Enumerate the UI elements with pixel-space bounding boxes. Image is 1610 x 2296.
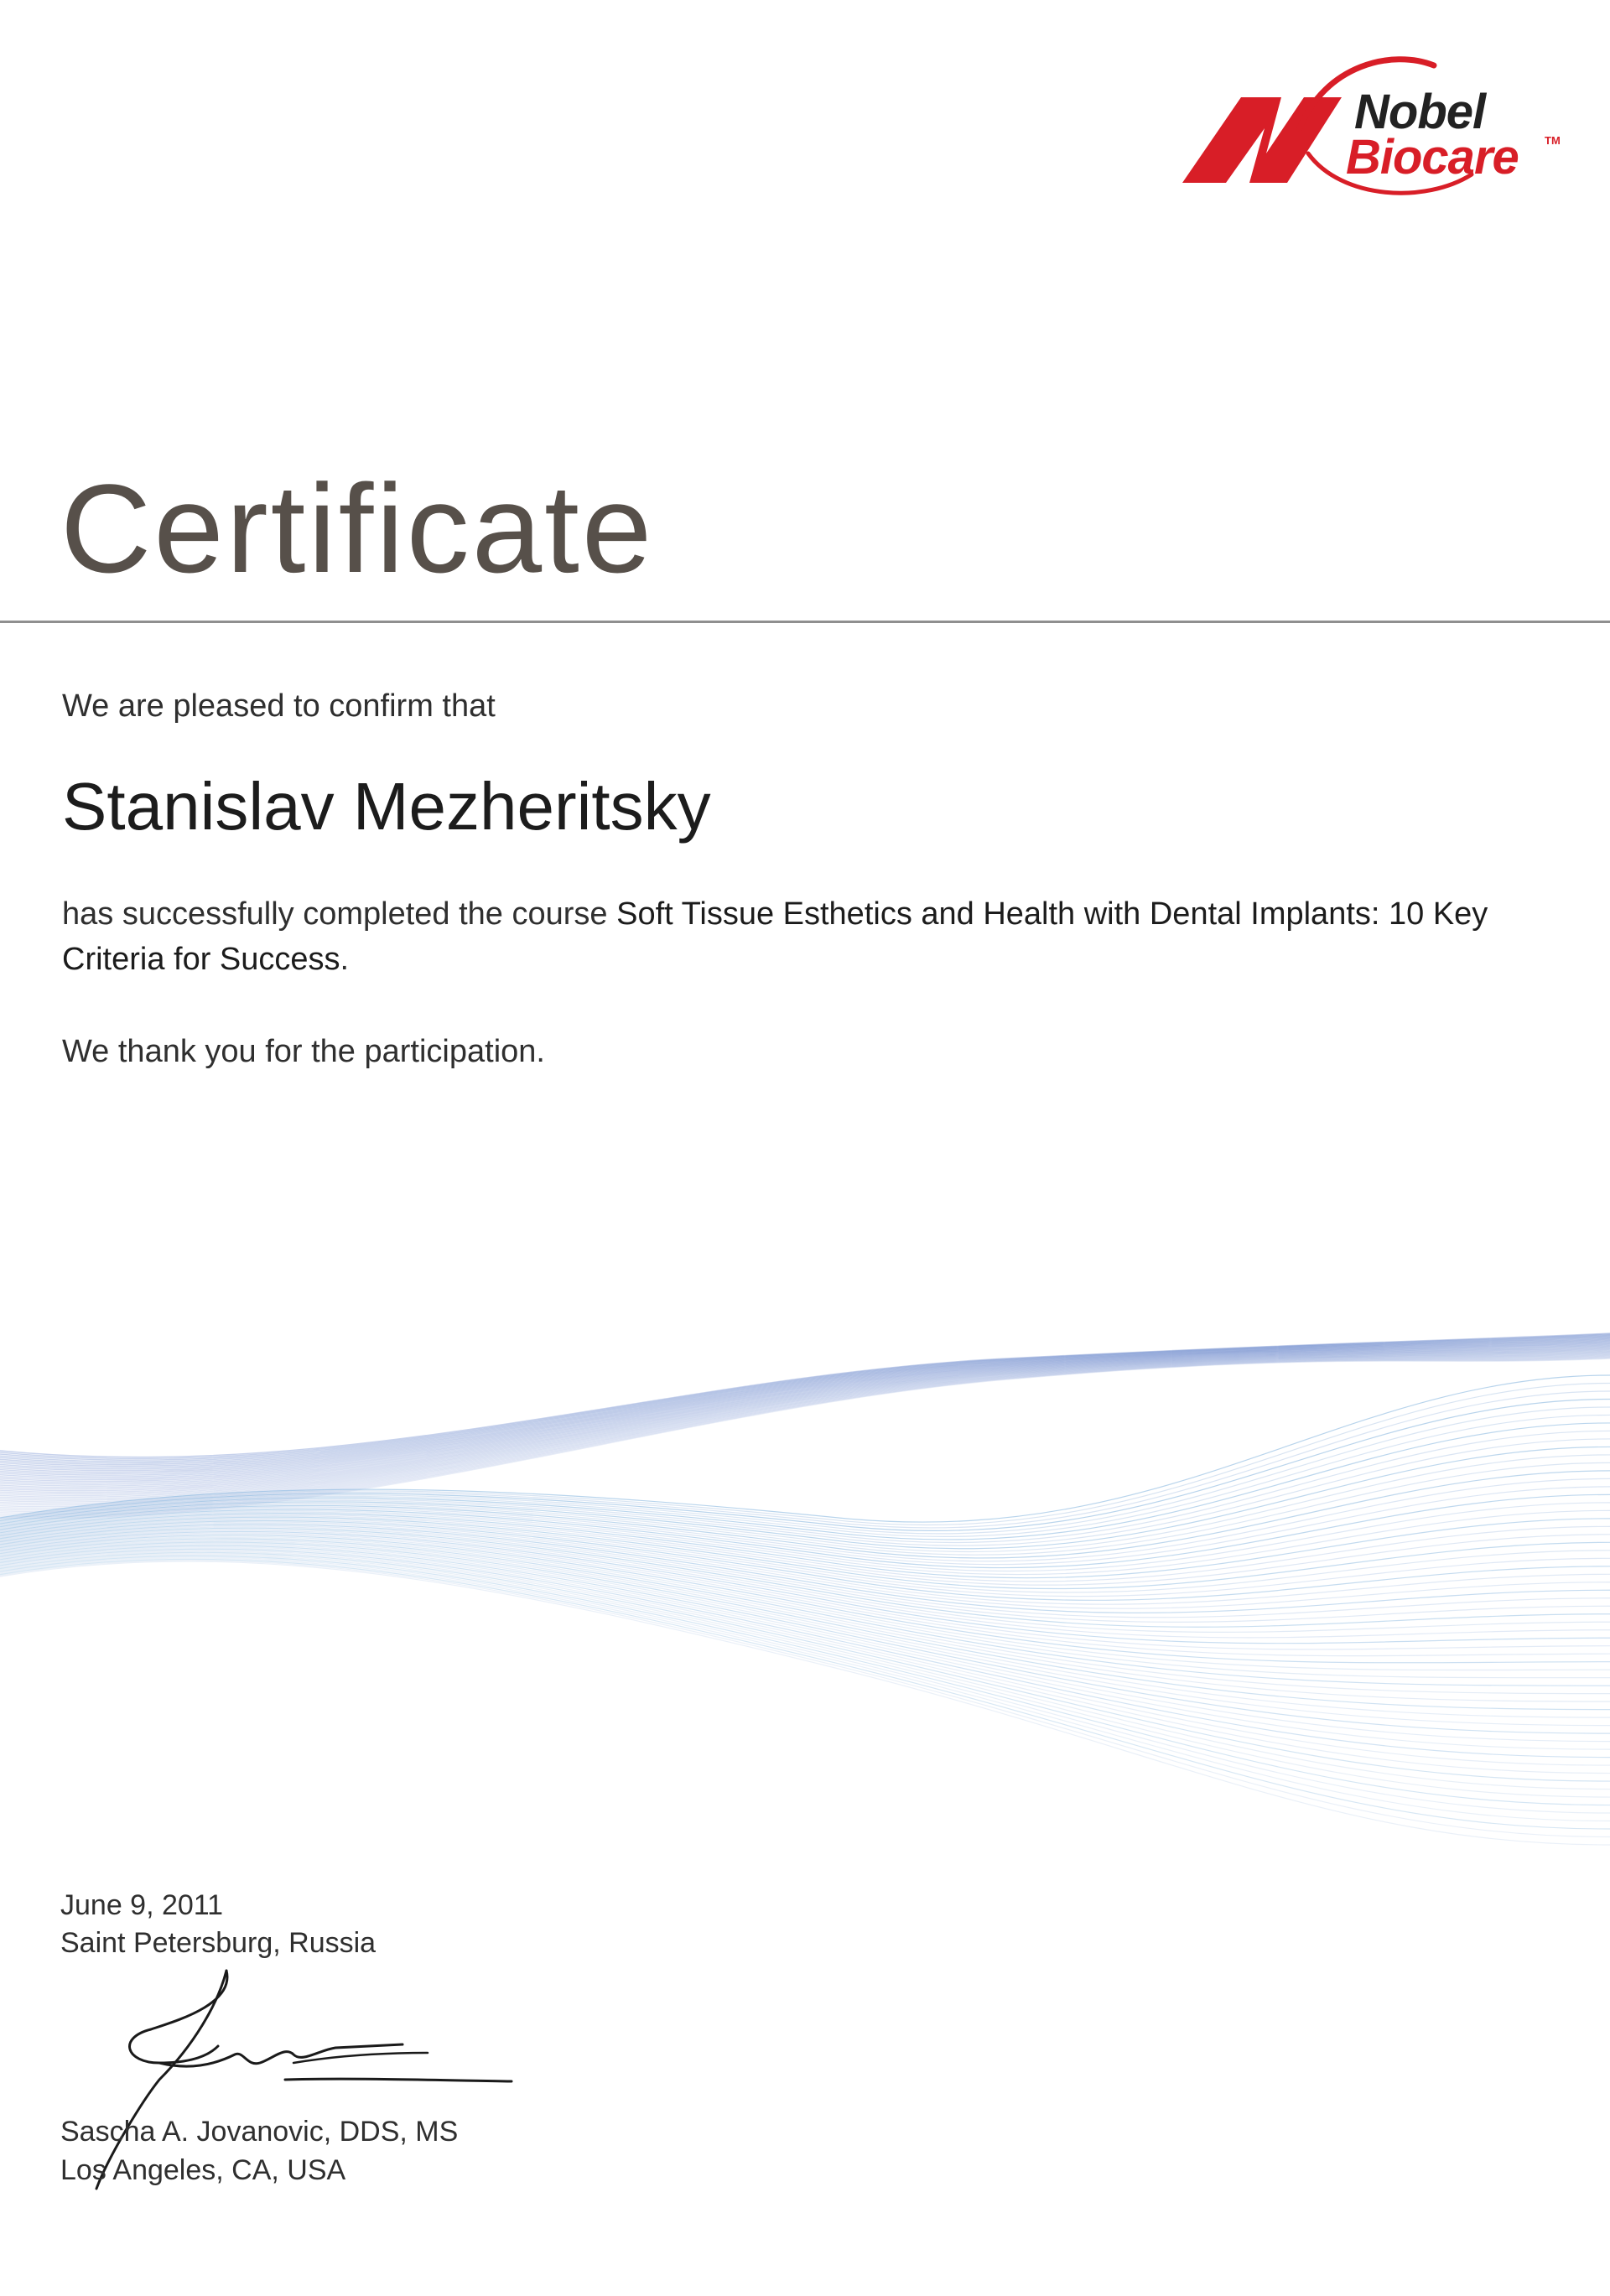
logo-text-nobel: Nobel bbox=[1354, 85, 1486, 139]
recipient-name: Stanislav Mezheritsky bbox=[62, 769, 711, 844]
course-title: Soft Tissue Esthetics and Health with Dental Implants: 10 Key Criteria for Success bbox=[62, 896, 1488, 977]
issue-date: June 9, 2011 bbox=[60, 1889, 224, 1921]
thanks-text: We thank you for the participation. bbox=[62, 1034, 545, 1069]
intro-text: We are pleased to confirm that bbox=[62, 688, 496, 724]
decorative-wave bbox=[0, 1308, 1610, 1895]
completion-statement bbox=[62, 891, 1571, 982]
wave-line-lower bbox=[0, 1557, 1610, 1813]
signer-location: Los Angeles, CA, USA bbox=[60, 2154, 346, 2186]
logo-trademark: TM bbox=[1545, 134, 1561, 147]
nobel-biocare-logo bbox=[1182, 49, 1560, 216]
logo-text-biocare: Biocare bbox=[1346, 130, 1519, 184]
wave-line-lower bbox=[0, 1559, 1610, 1829]
certificate-title: Certificate bbox=[60, 458, 655, 599]
wave-line-lower bbox=[0, 1528, 1610, 1627]
completion-suffix: . bbox=[340, 942, 350, 977]
completion-prefix: has successfully completed the course bbox=[62, 896, 617, 932]
wave-line-upper bbox=[0, 1354, 1610, 1507]
signer-name: Sascha A. Jovanovic, DDS, MS bbox=[60, 2116, 459, 2148]
title-divider bbox=[0, 621, 1610, 623]
issue-place: Saint Petersburg, Russia bbox=[60, 1927, 377, 1959]
wave-line-upper bbox=[0, 1347, 1610, 1489]
wave-line-lower bbox=[0, 1552, 1610, 1781]
